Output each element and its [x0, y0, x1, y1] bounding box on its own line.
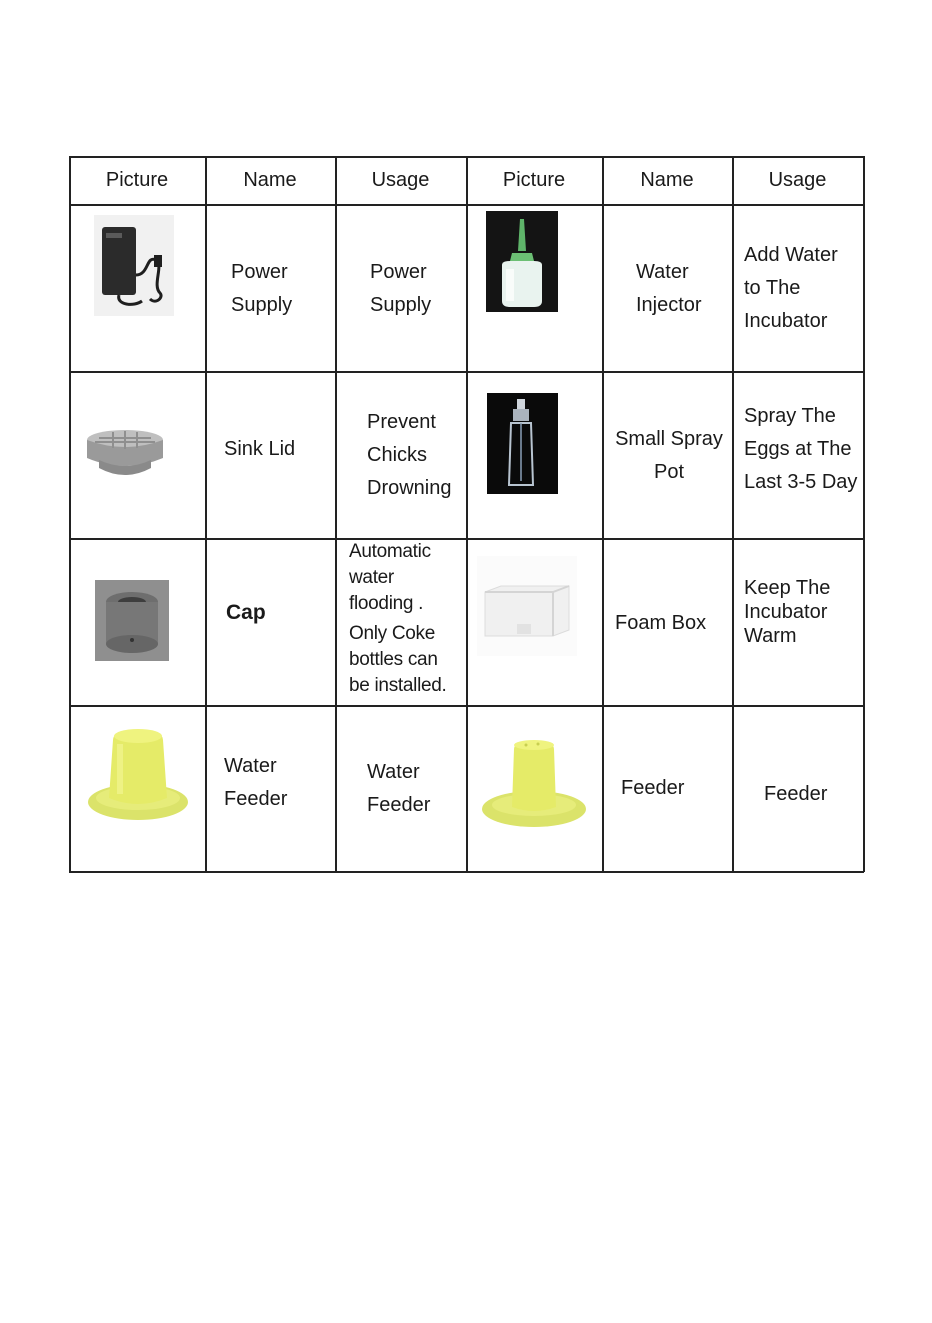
- power-adapter-image: [94, 215, 174, 316]
- column-divider: [732, 156, 734, 872]
- item-name: Feeder: [621, 777, 685, 799]
- item-usage: Water Feeder: [367, 761, 431, 816]
- table-border: [863, 156, 865, 872]
- column-divider: [205, 156, 207, 872]
- water-injector-image: [486, 211, 558, 312]
- item-usage: Prevent Chicks Drowning: [367, 411, 452, 499]
- item-usage: Keep The Incubator Warm: [744, 577, 831, 647]
- header-name: Name: [243, 168, 297, 191]
- item-usage: Power Supply: [370, 261, 432, 316]
- item-usage: Add Water to The Incubator: [744, 244, 838, 332]
- header-usage: Usage: [371, 168, 430, 191]
- column-divider: [466, 156, 468, 872]
- foam-box-image: [477, 556, 577, 656]
- table-border: [69, 871, 864, 873]
- item-usage: Spray The Eggs at The Last 3-5 Day: [744, 405, 858, 493]
- item-name: Cap: [226, 601, 266, 624]
- row-divider: [69, 371, 864, 373]
- header-usage: Usage: [768, 168, 827, 191]
- row-divider: [69, 705, 864, 707]
- table-border: [69, 156, 71, 872]
- item-name: Small Spray Pot: [615, 428, 723, 483]
- header-picture: Picture: [105, 168, 169, 191]
- water-feeder-image: [87, 722, 189, 826]
- item-name: Power Supply: [231, 261, 293, 316]
- column-divider: [335, 156, 337, 872]
- item-usage: Feeder: [764, 783, 828, 805]
- sink-lid-image: [85, 424, 165, 480]
- chick-feeder-image: [480, 729, 588, 839]
- item-name: Sink Lid: [224, 438, 296, 460]
- accessories-table: [69, 156, 864, 872]
- item-name: Water Injector: [636, 261, 702, 316]
- item-usage: Automatic water flooding . Only Coke bottles can be installed.: [349, 541, 447, 696]
- item-name: Water Feeder: [224, 755, 288, 810]
- bottle-cap-image: [95, 580, 169, 661]
- header-name: Name: [640, 168, 694, 191]
- header-picture: Picture: [502, 168, 566, 191]
- row-divider: [69, 204, 864, 206]
- row-divider: [69, 538, 864, 540]
- spray-bottle-image: [487, 393, 558, 494]
- column-divider: [602, 156, 604, 872]
- item-name: Foam Box: [615, 612, 707, 634]
